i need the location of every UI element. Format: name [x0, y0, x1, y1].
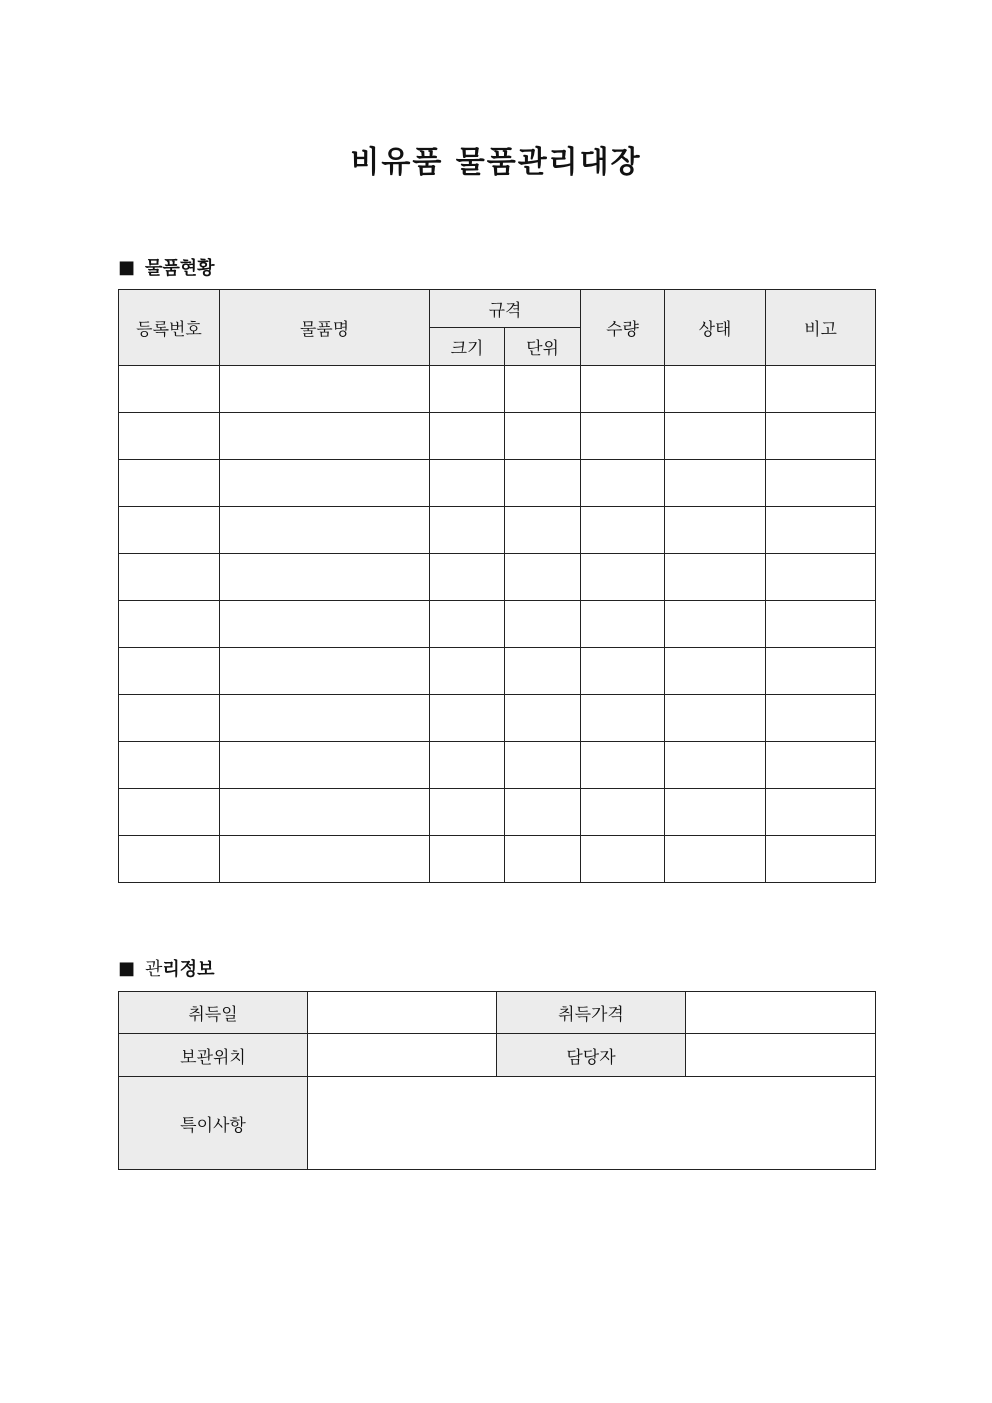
acquisition-price-field[interactable]: [686, 992, 876, 1034]
notes-field[interactable]: [308, 1077, 876, 1170]
cell-unit[interactable]: [505, 366, 581, 413]
table-row: [119, 836, 876, 883]
square-bullet-icon: ■: [118, 957, 136, 979]
cell-item-name[interactable]: [220, 789, 430, 836]
cell-remarks[interactable]: [766, 460, 876, 507]
cell-remarks[interactable]: [766, 648, 876, 695]
table-row: [119, 601, 876, 648]
cell-item-name[interactable]: [220, 742, 430, 789]
cell-status[interactable]: [665, 648, 766, 695]
cell-size[interactable]: [430, 695, 505, 742]
cell-quantity[interactable]: [581, 413, 665, 460]
cell-unit[interactable]: [505, 695, 581, 742]
cell-reg-no[interactable]: [119, 554, 220, 601]
cell-reg-no[interactable]: [119, 789, 220, 836]
header-size: 크기: [430, 328, 505, 366]
header-item-name: 물품명: [220, 290, 430, 366]
cell-size[interactable]: [430, 413, 505, 460]
cell-size[interactable]: [430, 648, 505, 695]
cell-size[interactable]: [430, 460, 505, 507]
square-bullet-icon: ■: [118, 256, 136, 278]
header-remarks: 비고: [766, 290, 876, 366]
storage-location-label: 보관위치: [119, 1034, 308, 1077]
cell-item-name[interactable]: [220, 554, 430, 601]
cell-reg-no[interactable]: [119, 460, 220, 507]
cell-size[interactable]: [430, 554, 505, 601]
cell-status[interactable]: [665, 507, 766, 554]
section-heading-inventory: [118, 254, 215, 280]
notes-label: 특이사항: [119, 1077, 308, 1170]
manager-label: 담당자: [497, 1034, 686, 1077]
cell-remarks[interactable]: [766, 413, 876, 460]
section-label-bold: 리정보: [162, 959, 215, 980]
cell-size[interactable]: [430, 366, 505, 413]
management-table: [118, 991, 876, 1170]
storage-location-field[interactable]: [308, 1034, 497, 1077]
cell-reg-no[interactable]: [119, 601, 220, 648]
cell-status[interactable]: [665, 460, 766, 507]
cell-quantity[interactable]: [581, 507, 665, 554]
cell-unit[interactable]: [505, 554, 581, 601]
cell-quantity[interactable]: [581, 742, 665, 789]
inventory-rows: [119, 366, 876, 883]
cell-reg-no[interactable]: [119, 836, 220, 883]
cell-reg-no[interactable]: [119, 366, 220, 413]
cell-reg-no[interactable]: [119, 742, 220, 789]
page-title: 비유품 물품관리대장: [350, 145, 642, 180]
cell-reg-no[interactable]: [119, 507, 220, 554]
cell-remarks[interactable]: [766, 366, 876, 413]
cell-unit[interactable]: [505, 789, 581, 836]
cell-status[interactable]: [665, 742, 766, 789]
cell-remarks[interactable]: [766, 601, 876, 648]
table-row: [119, 413, 876, 460]
cell-unit[interactable]: [505, 836, 581, 883]
cell-reg-no[interactable]: [119, 648, 220, 695]
cell-item-name[interactable]: [220, 648, 430, 695]
table-row: [119, 554, 876, 601]
cell-unit[interactable]: [505, 648, 581, 695]
acquisition-date-field[interactable]: [308, 992, 497, 1034]
inventory-table: [118, 289, 876, 883]
cell-quantity[interactable]: [581, 460, 665, 507]
cell-item-name[interactable]: [220, 413, 430, 460]
header-reg-no: 등록번호: [119, 290, 220, 366]
cell-remarks[interactable]: [766, 554, 876, 601]
cell-remarks[interactable]: [766, 507, 876, 554]
cell-status[interactable]: [665, 366, 766, 413]
header-status: 상태: [665, 290, 766, 366]
table-row: [119, 507, 876, 554]
header-unit: 단위: [505, 328, 581, 366]
cell-item-name[interactable]: [220, 507, 430, 554]
cell-status[interactable]: [665, 601, 766, 648]
cell-status[interactable]: [665, 413, 766, 460]
cell-remarks[interactable]: [766, 789, 876, 836]
manager-field[interactable]: [686, 1034, 876, 1077]
cell-size[interactable]: [430, 742, 505, 789]
cell-remarks[interactable]: [766, 742, 876, 789]
cell-unit[interactable]: [505, 601, 581, 648]
table-row: [119, 789, 876, 836]
cell-unit[interactable]: [505, 742, 581, 789]
table-row: [119, 695, 876, 742]
cell-status[interactable]: [665, 554, 766, 601]
cell-item-name[interactable]: [220, 366, 430, 413]
cell-remarks[interactable]: [766, 695, 876, 742]
cell-quantity[interactable]: [581, 648, 665, 695]
cell-quantity[interactable]: [581, 836, 665, 883]
cell-unit[interactable]: [505, 413, 581, 460]
header-quantity: 수량: [581, 290, 665, 366]
cell-size[interactable]: [430, 789, 505, 836]
table-row: [119, 648, 876, 695]
cell-quantity[interactable]: [581, 789, 665, 836]
cell-reg-no[interactable]: [119, 695, 220, 742]
cell-item-name[interactable]: [220, 601, 430, 648]
section-label-plain: 관: [145, 959, 163, 980]
acquisition-date-label: 취득일: [119, 992, 308, 1034]
section-label: [145, 955, 215, 981]
section-heading-management: [118, 955, 215, 981]
cell-remarks[interactable]: [766, 836, 876, 883]
cell-unit[interactable]: [505, 507, 581, 554]
header-spec: 규격: [430, 290, 581, 328]
cell-size[interactable]: [430, 836, 505, 883]
cell-unit[interactable]: [505, 460, 581, 507]
table-row: [119, 366, 876, 413]
cell-quantity[interactable]: [581, 366, 665, 413]
section-label: 물품현황: [145, 258, 215, 279]
cell-status[interactable]: [665, 836, 766, 883]
cell-size[interactable]: [430, 507, 505, 554]
cell-item-name[interactable]: [220, 695, 430, 742]
cell-status[interactable]: [665, 789, 766, 836]
cell-item-name[interactable]: [220, 836, 430, 883]
cell-item-name[interactable]: [220, 460, 430, 507]
table-row: [119, 460, 876, 507]
cell-reg-no[interactable]: [119, 413, 220, 460]
cell-status[interactable]: [665, 695, 766, 742]
cell-quantity[interactable]: [581, 601, 665, 648]
cell-size[interactable]: [430, 601, 505, 648]
acquisition-price-label: 취득가격: [497, 992, 686, 1034]
table-row: [119, 742, 876, 789]
cell-quantity[interactable]: [581, 554, 665, 601]
cell-quantity[interactable]: [581, 695, 665, 742]
